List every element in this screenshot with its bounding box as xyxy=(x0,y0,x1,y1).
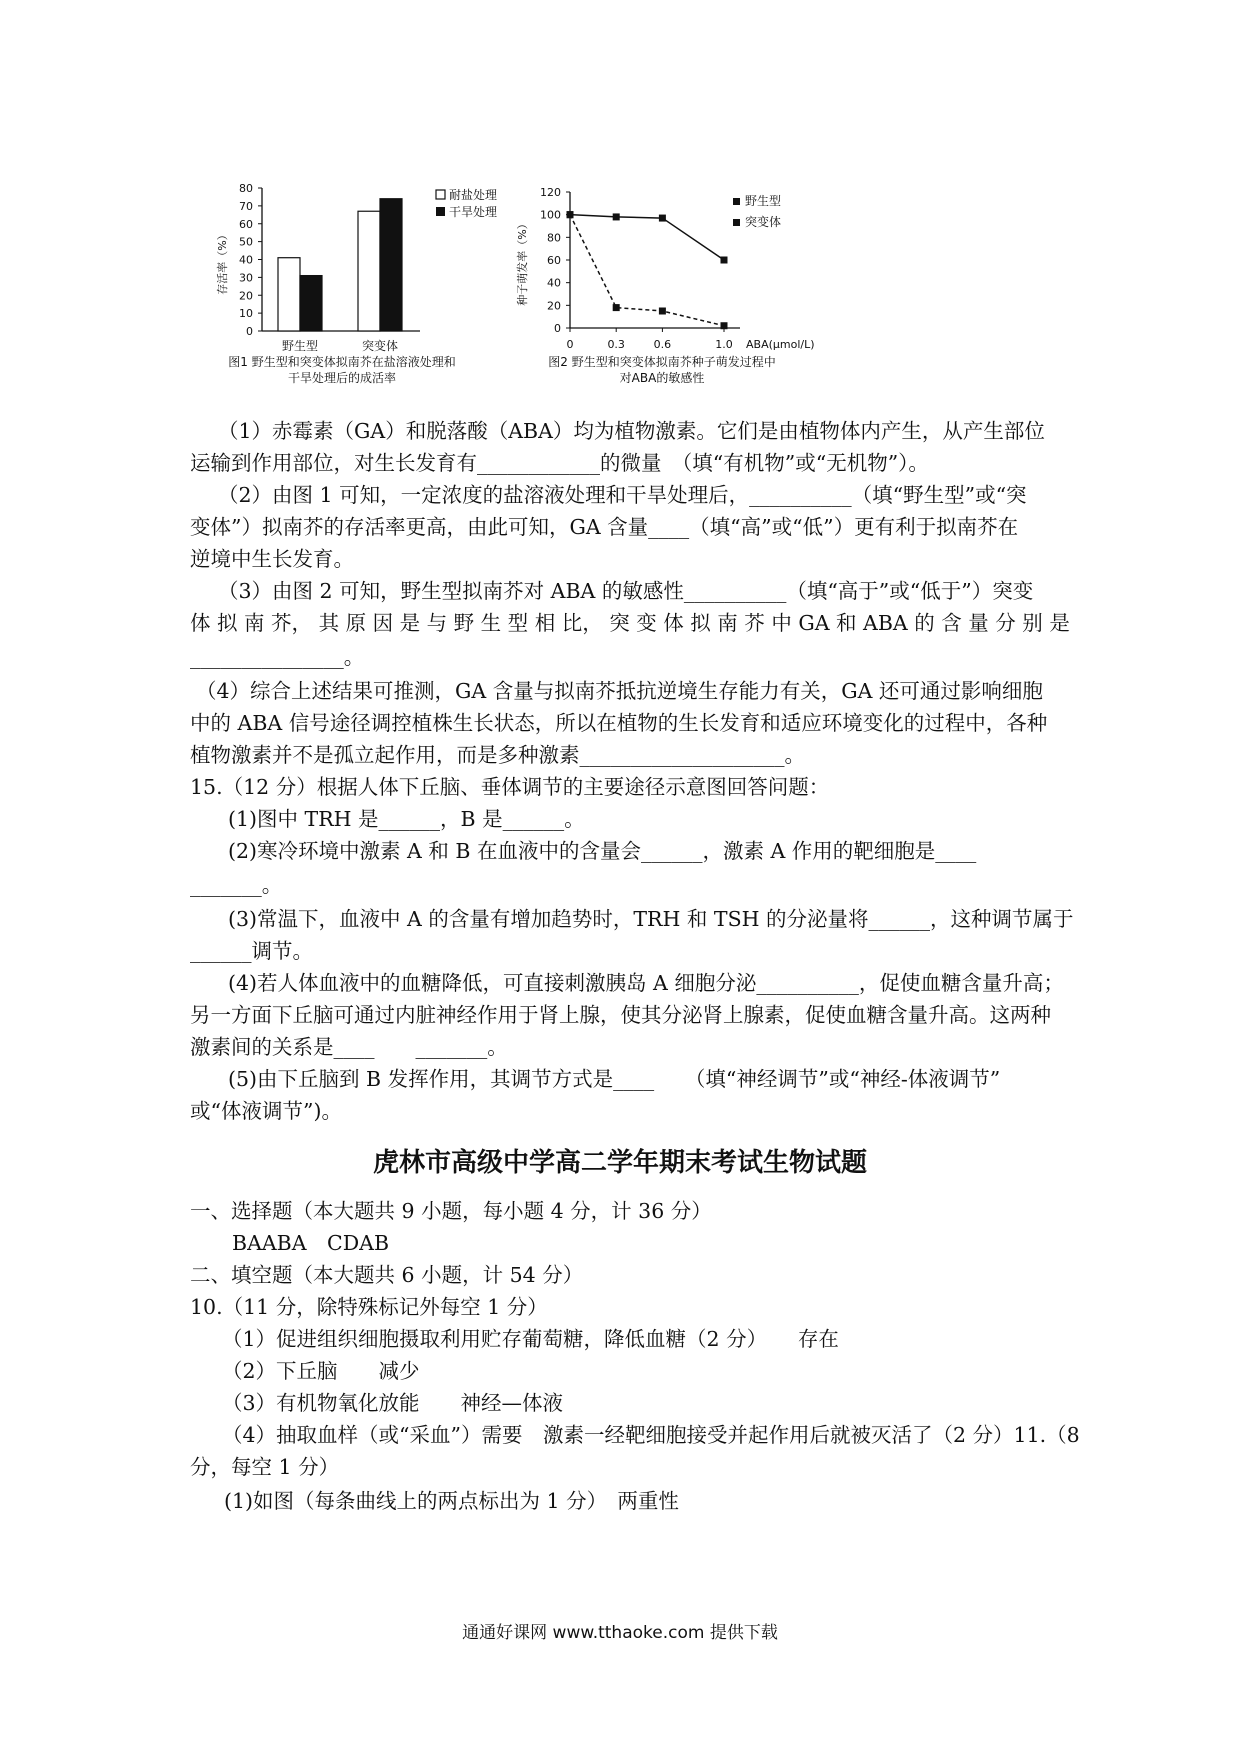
answer-11-1: (1)如图（每条曲线上的两点标出为 1 分） 两重性 xyxy=(224,1489,679,1513)
answer-section-1-heading: 一、选择题（本大题共 9 小题，每小题 4 分，计 36 分） xyxy=(190,1199,712,1223)
answer-section-2-heading: 二、填空题（本大题共 6 小题，计 54 分） xyxy=(190,1263,584,1287)
fig1-legend-filled-swatch xyxy=(436,207,445,216)
fig2-point-wild xyxy=(613,213,620,220)
q15-4-line-c: 激素间的关系是____ _______。 xyxy=(190,1035,508,1059)
figure-2-line-chart xyxy=(515,186,815,385)
q14-2-line-b: 变体”）拟南芥的存活率更高，由此可知，GA 含量____（填“高”或“低”）更有利于拟南芥在 xyxy=(190,515,1019,539)
answer-sheet-title: 虎林市高级中学高二学年期末考试生物试题 xyxy=(372,1148,867,1178)
answer-10-4-line-a: （4）抽取血样（或“采血”）需要 激素一经靶细胞接受并起作用后就被灭活了（2 分）11.（8 xyxy=(222,1423,1080,1447)
fig2-y-tick-label: 120 xyxy=(540,186,561,199)
fig2-y-tick-label: 0 xyxy=(554,322,561,335)
fig1-y-tick-label: 60 xyxy=(239,217,253,231)
fig2-x-tick-label: 0 xyxy=(566,338,574,351)
fig1-bar-salt-wild xyxy=(278,258,300,331)
fig1-y-tick-label: 80 xyxy=(239,182,253,195)
fig2-x-label: ABA(μmol/L) xyxy=(746,338,815,351)
fig2-y-tick-label: 80 xyxy=(547,231,561,245)
fig2-legend-mutant-marker xyxy=(733,219,740,226)
q14-1-line-a: （1）赤霉素（GA）和脱落酸（ABA）均为植物激素。它们是由植物体内产生，从产生部位 xyxy=(218,419,1045,443)
q14-4-line-b: 中的 ABA 信号途径调控植株生长状态，所以在植物的生长发育和适应环境变化的过程中，各种 xyxy=(190,711,1048,735)
fig2-point-wild xyxy=(721,257,728,264)
q15-4-line-a: (4)若人体血液中的血糖降低，可直接刺激胰岛 A 细胞分泌__________，促使血糖含量升高； xyxy=(228,971,1064,995)
fig2-point-mutant xyxy=(567,211,574,218)
fig1-y-tick-label: 50 xyxy=(239,235,253,249)
q14-4-line-c: 植物激素并不是孤立起作用，而是多种激素____________________。 xyxy=(190,743,805,767)
q14-3-line-a: （3）由图 2 可知，野生型拟南芥对 ABA 的敏感性__________（填“高于”或“低于”）突变 xyxy=(218,579,1034,603)
fig1-y-tick-label: 0 xyxy=(246,325,253,338)
fig1-caption-line2: 干旱处理后的成活率 xyxy=(287,371,397,385)
fig1-bar-drought-mutant xyxy=(380,199,402,331)
fig1-y-tick-label: 20 xyxy=(239,289,253,303)
fig1-y-label: 存活率（%） xyxy=(216,229,229,295)
q15-3-line-b: ______调节。 xyxy=(190,939,313,963)
fig1-cat-wild: 野生型 xyxy=(281,339,319,353)
q15-5-line-b: 或“体液调节”)。 xyxy=(190,1099,342,1123)
fig2-y-tick-label: 100 xyxy=(540,208,561,222)
fig2-y-tick-label: 40 xyxy=(547,276,561,290)
fig2-x-tick-label: 0.3 xyxy=(607,338,625,351)
fig2-legend-wild-marker xyxy=(733,198,740,205)
q15-2-line-a: (2)寒冷环境中激素 A 和 B 在血液中的含量会______，激素 A 作用的靶细胞是____ xyxy=(228,839,977,863)
q14-4-line-a: （4）综合上述结果可推测，GA 含量与拟南芥抵抗逆境生存能力有关，GA 还可通过影响细胞 xyxy=(196,679,1043,703)
fig1-bar-salt-mutant xyxy=(358,211,380,331)
fig1-legend-open-swatch xyxy=(436,190,445,199)
fig2-legend-wild: 野生型 xyxy=(745,194,782,208)
footer-source: 通通好课网 www.tthaoke.com 提供下载 xyxy=(462,1623,778,1643)
q15-2-line-b: _______。 xyxy=(190,873,283,897)
fig2-caption-line2: 对ABA的敏感性 xyxy=(619,371,705,385)
q14-3-line-c: _______________。 xyxy=(190,645,365,669)
fig1-legend-salt: 耐盐处理 xyxy=(449,188,498,202)
fig1-caption-line1: 图1 野生型和突变体拟南芥在盐溶液处理和 xyxy=(228,355,456,369)
fig2-y-tick-label: 20 xyxy=(547,299,561,313)
fig2-point-mutant xyxy=(659,308,666,315)
fig2-x-tick-label: 0.6 xyxy=(653,338,672,351)
fig1-y-tick-label: 70 xyxy=(239,199,253,213)
q14-1-line-b: 运输到作用部位，对生长发育有____________的微量 （填“有机物”或“无机物”）。 xyxy=(190,451,929,475)
fig2-point-mutant xyxy=(613,304,620,311)
fig2-legend-mutant: 突变体 xyxy=(745,215,782,229)
q15-heading: 15.（12 分）根据人体下丘脑、垂体调节的主要途径示意图回答问题： xyxy=(190,775,830,799)
answer-10-heading: 10.（11 分，除特殊标记外每空 1 分） xyxy=(190,1295,548,1319)
q14-2-line-c: 逆境中生长发育。 xyxy=(190,547,354,571)
fig1-bar-drought-wild xyxy=(300,276,322,331)
fig1-y-tick-label: 40 xyxy=(239,253,253,267)
figure-area xyxy=(0,0,1240,400)
fig1-cat-mutant: 突变体 xyxy=(361,339,399,353)
fig1-legend-drought: 干旱处理 xyxy=(449,205,498,219)
fig1-y-tick-label: 10 xyxy=(239,307,253,321)
answer-10-4-line-b: 分，每空 1 分） xyxy=(190,1455,340,1479)
q15-1: (1)图中 TRH 是______，B 是______。 xyxy=(228,807,585,831)
figure-1-bar-chart xyxy=(215,182,497,385)
fig2-series-line-mutant xyxy=(570,215,724,326)
fig2-caption-line1: 图2 野生型和突变体拟南芥种子萌发过程中 xyxy=(548,355,776,369)
fig2-point-mutant xyxy=(721,322,728,329)
q14-3-line-b: 体 拟 南 芥， 其 原 因 是 与 野 生 型 相 比， 突 变 体 拟 南 芥 中 GA 和 ABA 的 含 量 分 别 是 xyxy=(190,611,1070,635)
fig2-point-wild xyxy=(659,215,666,222)
fig2-y-label: 种子萌发率（%） xyxy=(516,218,529,306)
answer-10-1: （1）促进组织细胞摄取利用贮存葡萄糖，降低血糖（2 分） 存在 xyxy=(222,1327,839,1351)
q14-2-line-a: （2）由图 1 可知，一定浓度的盐溶液处理和干旱处理后，__________（填“野生型”或“突 xyxy=(218,483,1027,507)
q15-4-line-b: 另一方面下丘脑可通过内脏神经作用于肾上腺，使其分泌肾上腺素，促使血糖含量升高。这两种 xyxy=(190,1003,1051,1027)
answer-10-2: （2）下丘脑 减少 xyxy=(222,1359,420,1383)
fig1-y-tick-label: 30 xyxy=(239,271,253,285)
answer-10-3: （3）有机物氧化放能 神经—体液 xyxy=(222,1391,564,1415)
fig2-series-line-wild xyxy=(570,215,724,260)
answer-choices: BAABA CDAB xyxy=(232,1231,390,1255)
q15-3-line-a: (3)常温下，血液中 A 的含量有增加趋势时，TRH 和 TSH 的分泌量将______，这种调节属于 xyxy=(228,907,1074,931)
q15-5-line-a: (5)由下丘脑到 B 发挥作用，其调节方式是____ （填“神经调节”或“神经-体液调节” xyxy=(228,1067,1001,1091)
fig2-y-tick-label: 60 xyxy=(547,254,561,267)
fig2-x-tick-label: 1.0 xyxy=(715,338,733,351)
